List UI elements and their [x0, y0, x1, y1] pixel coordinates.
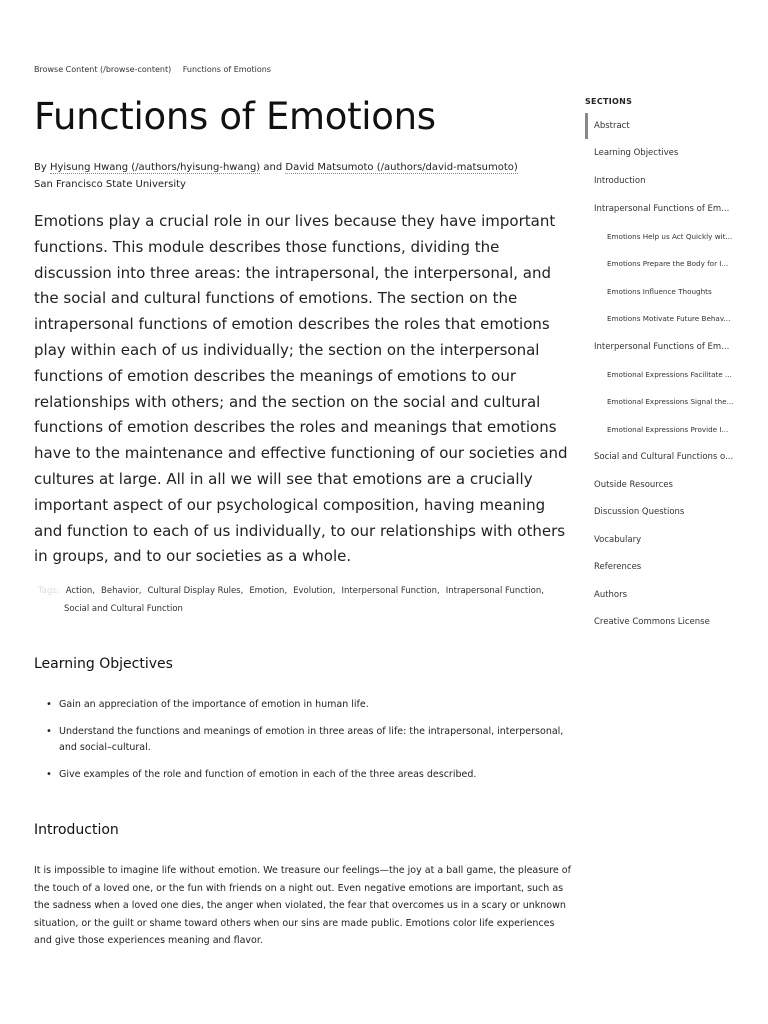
section-link-authors[interactable]: Authors	[594, 589, 628, 600]
section-link-interpersonal-functions[interactable]: Interpersonal Functions of Em...	[594, 341, 730, 352]
section-link-vocabulary[interactable]: Vocabulary	[594, 534, 642, 545]
section-link-expressions-facilitate[interactable]: Emotional Expressions Facilitate ...	[607, 369, 732, 379]
tag-link[interactable]: Evolution,	[293, 586, 336, 596]
introduction-heading: Introduction	[34, 822, 119, 838]
author-link-hwang[interactable]: Hyisung Hwang (/authors/hyisung-hwang)	[49, 162, 261, 173]
byline-conjunction: and	[260, 162, 286, 173]
section-link-intrapersonal-functions[interactable]: Intrapersonal Functions of Em...	[594, 203, 730, 214]
tags-label: Tags:	[38, 586, 60, 596]
page-title: Functions of Emotions	[34, 95, 436, 138]
affiliation: San Francisco State University	[34, 179, 186, 190]
section-link-learning-objectives[interactable]: Learning Objectives	[594, 148, 679, 159]
section-link-prepare-body[interactable]: Emotions Prepare the Body for I...	[607, 259, 729, 269]
section-link-influence-thoughts[interactable]: Emotions Influence Thoughts	[607, 286, 712, 296]
author-link-matsumoto[interactable]: David Matsumoto (/authors/david-matsumoto)	[285, 162, 518, 173]
sections-list	[585, 112, 745, 636]
byline-prefix: By	[34, 162, 50, 173]
learning-objectives-list	[46, 697, 566, 793]
byline	[34, 159, 518, 193]
tag-link[interactable]: Behavior,	[101, 586, 142, 596]
list-item: • Gain an appreciation of the importance of emotion in human life.	[46, 697, 566, 714]
section-link-references[interactable]: References	[594, 562, 642, 573]
tag-link[interactable]: Cultural Display Rules,	[147, 586, 244, 596]
section-link-discussion-questions[interactable]: Discussion Questions	[594, 507, 685, 518]
section-link-motivate-behavior[interactable]: Emotions Motivate Future Behav...	[607, 314, 731, 324]
section-link-expressions-signal[interactable]: Emotional Expressions Signal the...	[607, 397, 734, 407]
learning-objectives-heading: Learning Objectives	[34, 656, 173, 672]
section-link-abstract[interactable]: Abstract	[585, 112, 745, 140]
tag-link[interactable]: Emotion,	[249, 586, 288, 596]
abstract-text: Emotions play a crucial role in our lives because they have important functions. This module describes those functions, dividing the discussion into three areas: the intrapersonal, the interpersonal, and the social and cultural functions of emotions. The section on the intrapersonal functions of emotion describes the roles that emotions play within each of us individually; the section on the interpersonal functions of emotion describes the meanings of emotions to our relationships with others; and the section on the social and cultural functions of emotion describes the roles and meanings that emotions have to the maintenance and effective functioning of our societies and cultures at large. All in all we will see that emotions are a crucially important aspect of our psychological composition, having meaning and function to each of us individually, to our relationships with others in groups, and to our societies as a whole.	[34, 212, 568, 566]
sections-label: SECTIONS	[585, 97, 633, 106]
breadcrumb-link-browse-content[interactable]: Browse Content (/browse-content)	[34, 65, 172, 74]
section-link-act-quickly[interactable]: Emotions Help us Act Quickly wit...	[607, 231, 733, 241]
section-link-creative-commons[interactable]: Creative Commons License	[594, 617, 710, 628]
introduction-text: It is impossible to imagine life without emotion. We treasure our feelings—the joy at a ball game, the pleasure of the touch of a loved one, or the fun with friends on a night out. Even negative emotions are important, such as the sadness when a loved one dies, the anger when violated, the fear that overcomes us in a scary or unknown situation, or the guilt or shame toward others when our sins are made public. Emotions color life experiences and give those experiences meaning and flavor.	[34, 865, 571, 946]
tag-link[interactable]: Social and Cultural Function	[64, 604, 183, 614]
tag-link[interactable]: Action,	[65, 586, 96, 596]
section-link-social-cultural-functions[interactable]: Social and Cultural Functions o...	[594, 451, 734, 462]
tag-link[interactable]: Interpersonal Function,	[341, 586, 440, 596]
list-item: • Give examples of the role and function of emotion in each of the three areas described.	[46, 767, 566, 784]
sections-nav	[585, 97, 745, 636]
breadcrumb	[34, 65, 280, 74]
section-link-expressions-provide[interactable]: Emotional Expressions Provide I...	[607, 424, 729, 434]
breadcrumb-current: Functions of Emotions	[182, 65, 271, 74]
tags	[38, 582, 568, 618]
list-item: • Understand the functions and meanings of emotion in three areas of life: the intrapersonal, interpersonal, and social–cultural.	[46, 724, 566, 757]
tag-link[interactable]: Intrapersonal Function,	[445, 586, 544, 596]
section-link-introduction[interactable]: Introduction	[594, 175, 646, 186]
section-link-outside-resources[interactable]: Outside Resources	[594, 479, 673, 490]
